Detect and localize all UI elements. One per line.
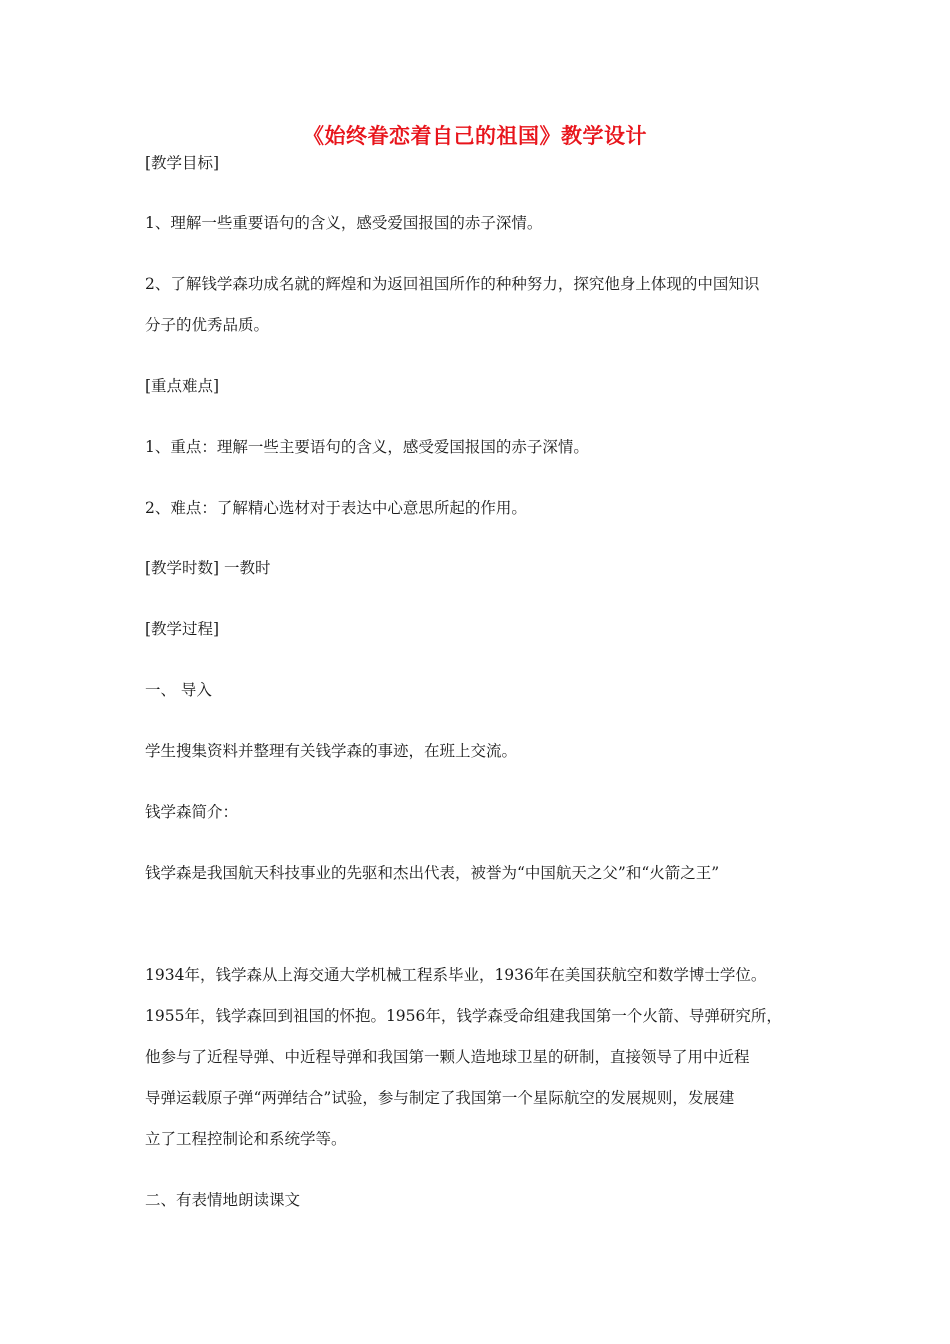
bio-line-3: 他参与了近程导弹、中近程导弹和我国第一颗人造地球卫星的研制，直接领导了用中近程 [145,1048,750,1066]
bio-line-1: 1934年，钱学森从上海交通大学机械工程系毕业，1936年在美国获航空和数学博士学位。 [145,966,767,984]
bio-line-2: 1955年，钱学森回到祖国的怀抱。1956年，钱学森受命组建我国第一个火箭、导弹研究所， [145,1007,782,1025]
objective-1: 1、理解一些重要语句的含义，感受爱国报国的赤子深情。 [145,214,543,232]
objectives-heading: [教学目标] [145,154,220,172]
intro-label: 钱学森简介： [145,803,239,821]
teaching-hours: [教学时数] 一教时 [145,559,271,577]
bio-line-4: 导弹运载原子弹“两弹结合”试验，参与制定了我国第一个星际航空的发展规则，发展建 [145,1089,735,1107]
key-point-1: 1、重点：理解一些主要语句的含义，感受爱国报国的赤子深情。 [145,438,589,456]
objective-2-line-1: 2、了解钱学森功成名就的辉煌和为返回祖国所作的种种努力，探究他身上体现的中国知识 [145,275,760,293]
section-1-heading: 一、 导入 [145,681,212,699]
intro-text: 钱学森是我国航天科技事业的先驱和杰出代表，被誉为“中国航天之父”和“火箭之王” [145,864,720,882]
document-title: 《始终眷恋着自己的祖国》教学设计 [303,123,647,148]
key-points-heading: [重点难点] [145,377,220,395]
key-point-2: 2、难点：了解精心选材对于表达中心意思所起的作用。 [145,499,527,517]
objective-2-line-2: 分子的优秀品质。 [145,316,270,334]
process-heading: [教学过程] [145,620,220,638]
bio-line-5: 立了工程控制论和系统学等。 [145,1130,347,1148]
section-2-heading: 二、有表情地朗读课文 [145,1191,301,1209]
section-1-text: 学生搜集资料并整理有关钱学森的事迹，在班上交流。 [145,742,518,760]
